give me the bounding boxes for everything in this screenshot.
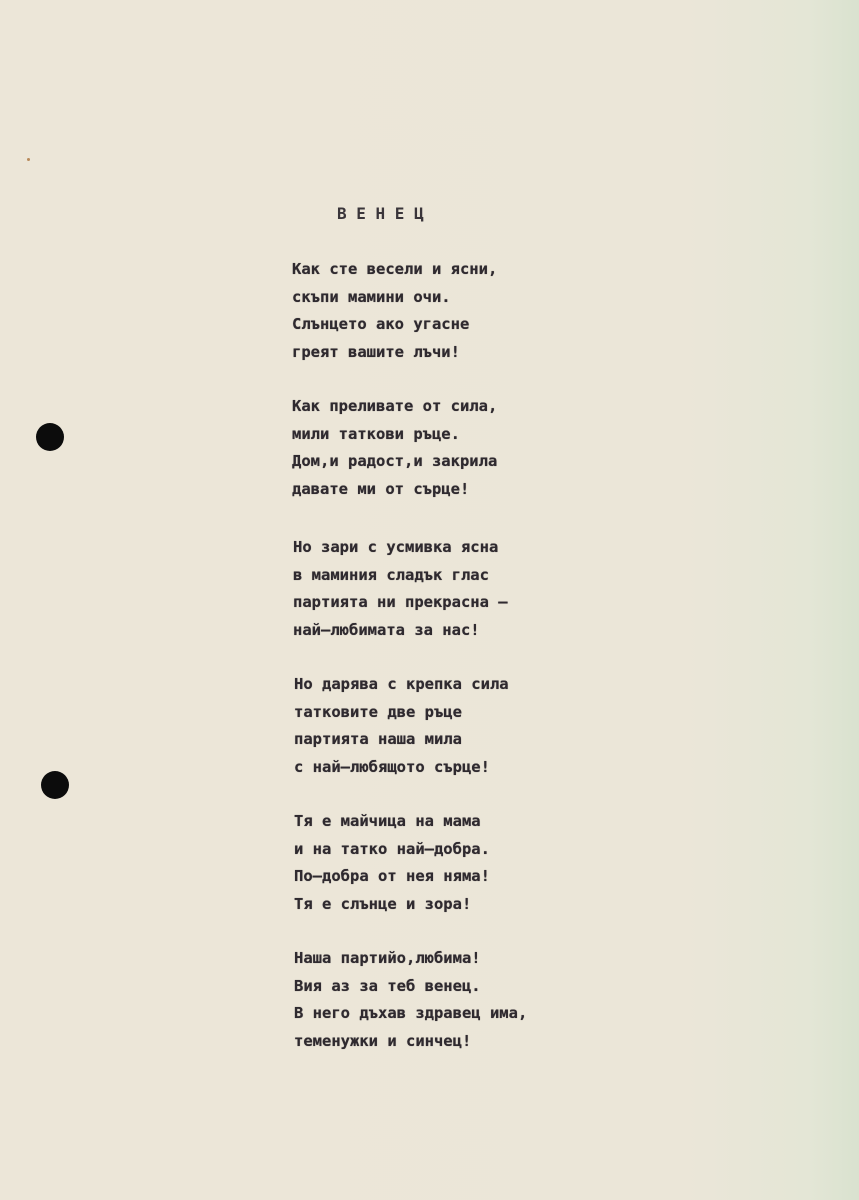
poem-line: с най–любящото сърце! (294, 757, 490, 776)
poem-line: и на татко най–добра. (294, 839, 490, 858)
punch-hole (41, 771, 69, 799)
poem-line: партията ни прекрасна – (293, 593, 508, 611)
poem-line: татковите две ръце (294, 702, 462, 721)
poem-line: партията наша мила (294, 730, 462, 748)
poem-line: в маминия сладък глас (293, 565, 489, 584)
poem-line: Но дарява с крепка сила (294, 675, 509, 693)
stanza (292, 808, 612, 918)
poem-line: Тя е слънце и зора! (294, 894, 472, 913)
poem-line: Как преливате от сила, (292, 397, 498, 415)
paper-speck (27, 158, 30, 161)
poem-line: Наша партийо,любима! (294, 949, 481, 967)
stanza (292, 945, 612, 1055)
stanza (292, 534, 612, 644)
poem-line: мили таткови ръце. (292, 424, 460, 443)
poem-line: Дом,и радост,и закрила (292, 452, 498, 470)
poem-line: Но зари с усмивка ясна (293, 538, 499, 556)
poem-line: греят вашите лъчи! (292, 342, 460, 361)
stanza (292, 393, 612, 503)
poem-line: Как сте весели и ясни, (292, 260, 498, 278)
poem-line: Тя е майчица на мама (294, 812, 481, 830)
poem-line: теменужки и синчец! (294, 1031, 472, 1050)
poem-line: Слънцето ако угасне (292, 315, 470, 333)
poem-line: давате ми от сърце! (292, 479, 470, 498)
stanza (292, 256, 612, 366)
poem-line: най–любимата за нас! (293, 620, 480, 639)
poem-body (292, 256, 612, 1082)
poem-line: скъпи мамини очи. (292, 287, 451, 306)
poem-title: В Е Н Е Ц (337, 204, 424, 223)
poem-line: Вия аз за теб венец. (294, 976, 481, 995)
poem-line: В него дъхав здравец има, (294, 1004, 528, 1022)
stanza (292, 671, 612, 781)
punch-hole (36, 423, 64, 451)
poem-line: По–добра от нея няма! (294, 867, 490, 885)
